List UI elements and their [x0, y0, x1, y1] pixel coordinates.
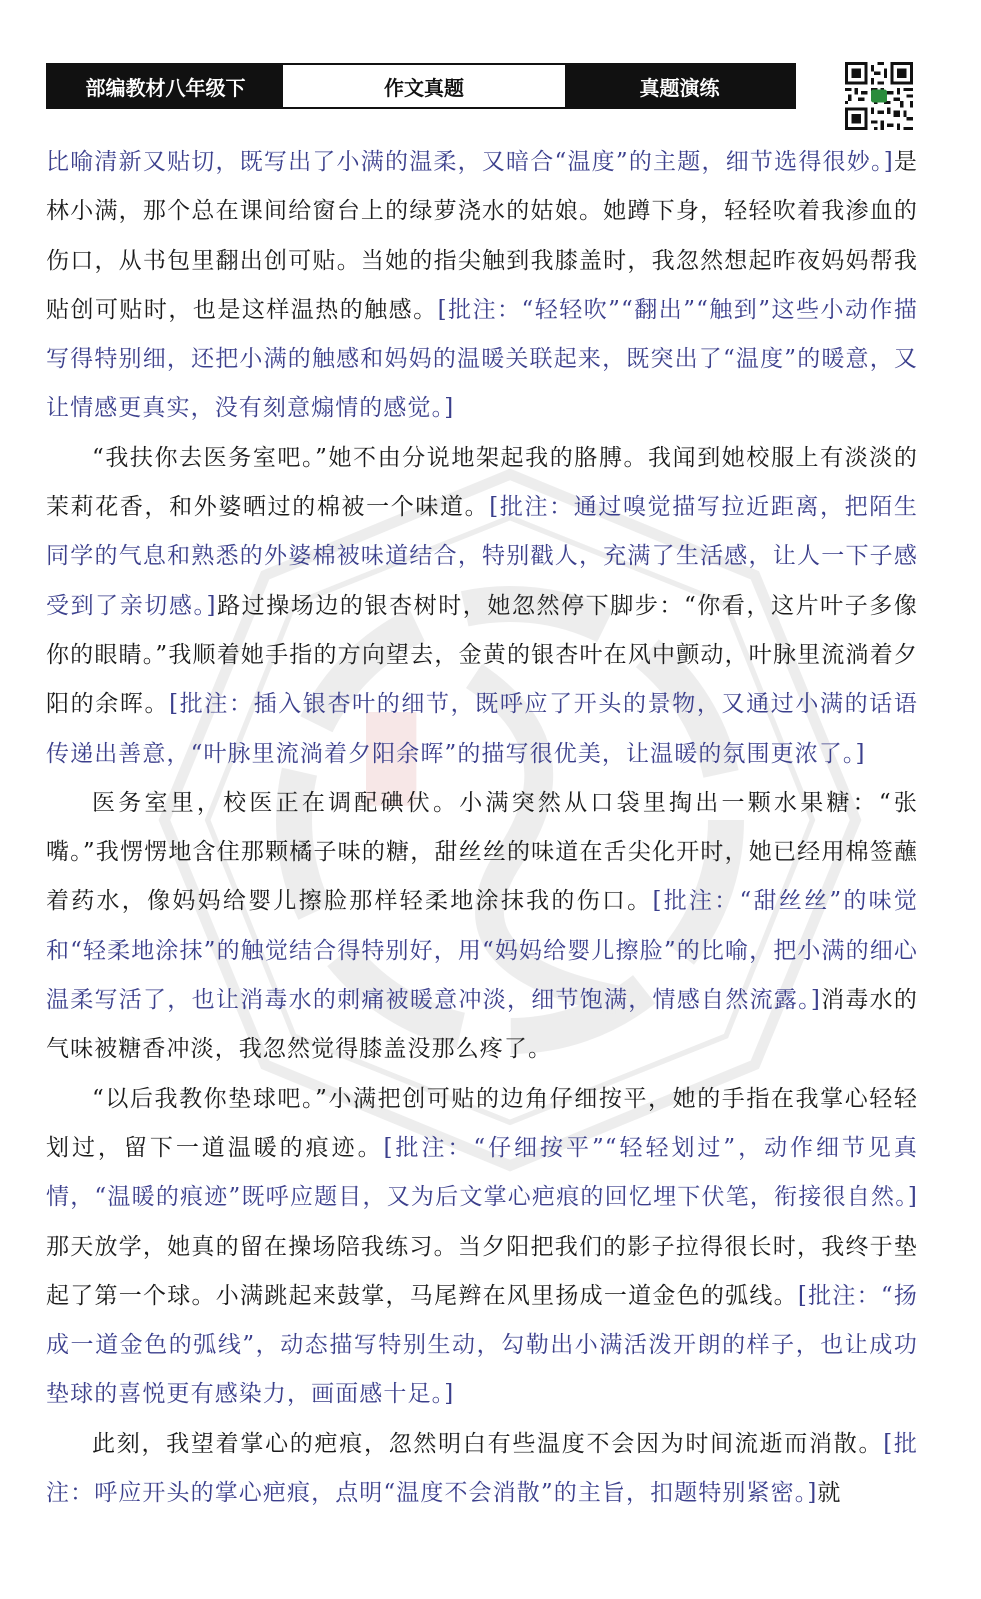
essay-body [46, 138, 918, 1518]
annotation: [批注：插入银杏叶的细节，既呼应了开头的景物，又通过小满的话语传递出善意，“叶脉里流淌着夕阳余晖”的描写很优美，让温暖的氛围更浓了。] [46, 691, 919, 767]
body-text: 路过操场边的银杏树时，她忽然停下脚步：“你看，这片叶子多像你的眼睛。”我顺着她手指的方向望去，金黄的银杏叶在风中颤动，叶脉里流淌着夕阳的余晖。 [46, 592, 918, 718]
body-text: 是林小满，那个总在课间给窗台上的绿萝浇水的姑娘。她蹲下身，轻轻吹着我渗血的伤口，从书包里翻出创可贴。当她的指尖触到我膝盖时，我忽然想起昨夜妈妈帮我贴创可贴时，也是这样温热的触感。 [46, 149, 918, 323]
paragraph-2 [46, 434, 918, 779]
body-text: 就 [817, 1480, 842, 1507]
qr-code-icon[interactable] [845, 62, 913, 130]
paragraph-3 [46, 779, 918, 1075]
annotation: [批注：“扬成一道金色的弧线”，动态描写特别生动，勾勒出小满活泼开朗的样子，也让成功垫球的喜悦更有感染力，画面感十足。] [46, 1282, 918, 1408]
annotation: [批注：通过嗅觉描写拉近距离，把陌生同学的气息和熟悉的外婆棉被味道结合，特别戳人，充满了生活感，让人一下子感受到了亲切感。] [46, 494, 918, 619]
body-text: “以后我教你垫球吧。”小满把创可贴的边角仔细按平，她的手指在我掌心轻轻划过，留下一道温暖的痕迹。 [46, 1085, 918, 1161]
paragraph-4 [46, 1075, 918, 1420]
body-text: 医务室里，校医正在调配碘伏。小满突然从口袋里掏出一颗水果糖：“张嘴。”我愣愣地含住那颗橘子味的糖，甜丝丝的味道在舌尖化开时，她已经用棉签蘸着药水，像妈妈给婴儿擦脸那样轻柔地涂抹我的伤口。 [46, 789, 918, 915]
annotation: [批注：“仔细按平”“轻轻划过”，动作细节见真情，“温暖的痕迹”既呼应题目，又为后文掌心疤痕的回忆埋下伏笔，衔接很自然。] [46, 1134, 918, 1211]
body-text: 消毒水的气味被糖香冲淡，我忽然觉得膝盖没那么疼了。 [46, 987, 918, 1063]
annotation: [批注：“轻轻吹”“翻出”“触到”这些小动作描写得特别细，还把小满的触感和妈妈的温暖关联起来，既突出了“温度”的暖意，又让情感更真实，没有刻意煽情的感觉。] [46, 296, 918, 422]
header-practice-label: 真题演练 [565, 65, 794, 107]
header-section-title: 作文真题 [283, 65, 565, 107]
body-text: “我扶你去医务室吧。”她不由分说地架起我的胳膊。我闻到她校服上有淡淡的茉莉花香，和外婆晒过的棉被一个味道。 [46, 444, 918, 521]
body-text: 那天放学，她真的留在操场陪我练习。当夕阳把我们的影子拉得很长时，我终于垫起了第一个球。小满跳起来鼓掌，马尾辫在风里扬成一道金色的弧线。 [46, 1233, 918, 1309]
annotation: [批注：呼应开头的掌心疤痕，点明“温度不会消散”的主旨，扣题特别紧密。] [46, 1430, 918, 1507]
header-grade-label: 部编教材八年级下 [48, 65, 283, 107]
paragraph-5 [46, 1420, 918, 1519]
annotation: [批注：“甜丝丝”的味觉和“轻柔地涂抹”的触觉结合得特别好，用“妈妈给婴儿擦脸”的比喻，把小满的细心温柔写活了，也让消毒水的刺痛被暖意冲淡，细节饱满，情感自然流露。] [46, 888, 918, 1014]
body-text: 此刻，我望着掌心的疤痕，忽然明白有些温度不会因为时间流逝而消散。 [92, 1430, 884, 1457]
paragraph-1 [46, 138, 918, 434]
annotation: 比喻清新又贴切，既写出了小满的温柔，又暗合“温度”的主题，细节选得很妙。] [46, 149, 894, 175]
header-bar [46, 63, 796, 109]
